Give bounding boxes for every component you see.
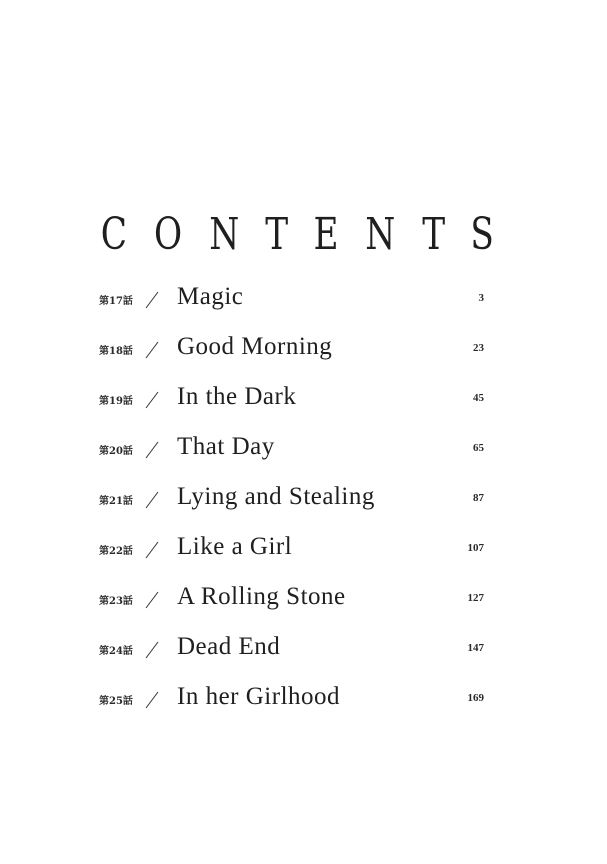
episode-number: 第20話 (99, 446, 133, 457)
toc-list (97, 281, 487, 731)
chapter-title: In her Girlhood (177, 683, 341, 710)
episode-number: 第24話 (99, 646, 133, 657)
toc-entry[interactable] (97, 431, 487, 481)
episode-number: 第23話 (99, 596, 133, 607)
slash-divider-icon (145, 691, 159, 709)
page-number: 45 (473, 392, 484, 404)
episode-number: 第22話 (99, 546, 133, 557)
slash-divider-icon (145, 641, 159, 659)
chapter-title: That Day (177, 433, 275, 460)
contents-heading (97, 205, 497, 265)
page-number: 127 (467, 592, 484, 604)
toc-entry[interactable] (97, 681, 487, 731)
heading-letter: T (421, 209, 445, 260)
heading-letter: O (153, 209, 182, 260)
toc-entry[interactable] (97, 381, 487, 431)
heading-letter: N (208, 209, 239, 260)
toc-entry[interactable] (97, 631, 487, 681)
slash-divider-icon (145, 541, 159, 559)
episode-number: 第19話 (99, 396, 133, 407)
episode-number: 第25話 (99, 696, 133, 707)
toc-entry[interactable] (97, 481, 487, 531)
page-number: 169 (467, 692, 484, 704)
episode-number: 第21話 (99, 496, 133, 507)
chapter-title: Good Morning (177, 333, 333, 360)
chapter-title: Magic (177, 283, 244, 310)
slash-divider-icon (145, 591, 159, 609)
heading-letter: N (365, 209, 396, 260)
slash-divider-icon (145, 441, 159, 459)
toc-entry[interactable] (97, 531, 487, 581)
page-number: 65 (473, 442, 484, 454)
toc-entry[interactable] (97, 331, 487, 381)
heading-letter: E (313, 209, 339, 260)
slash-divider-icon (145, 291, 159, 309)
episode-number: 第17話 (99, 296, 133, 307)
page-number: 3 (478, 292, 484, 304)
page-number: 147 (467, 642, 484, 654)
chapter-title: In the Dark (177, 383, 297, 410)
chapter-title: A Rolling Stone (177, 583, 346, 610)
heading-letter: S (470, 209, 494, 260)
page-number: 107 (467, 542, 484, 554)
slash-divider-icon (145, 491, 159, 509)
slash-divider-icon (145, 341, 159, 359)
page-number: 23 (473, 342, 484, 354)
heading-letter: T (265, 209, 289, 260)
chapter-title: Dead End (177, 633, 281, 660)
page-number: 87 (473, 492, 484, 504)
chapter-title: Lying and Stealing (177, 483, 375, 510)
toc-entry[interactable] (97, 581, 487, 631)
heading-letter: C (100, 209, 127, 260)
chapter-title: Like a Girl (177, 533, 293, 560)
episode-number: 第18話 (99, 346, 133, 357)
toc-entry[interactable] (97, 281, 487, 331)
slash-divider-icon (145, 391, 159, 409)
